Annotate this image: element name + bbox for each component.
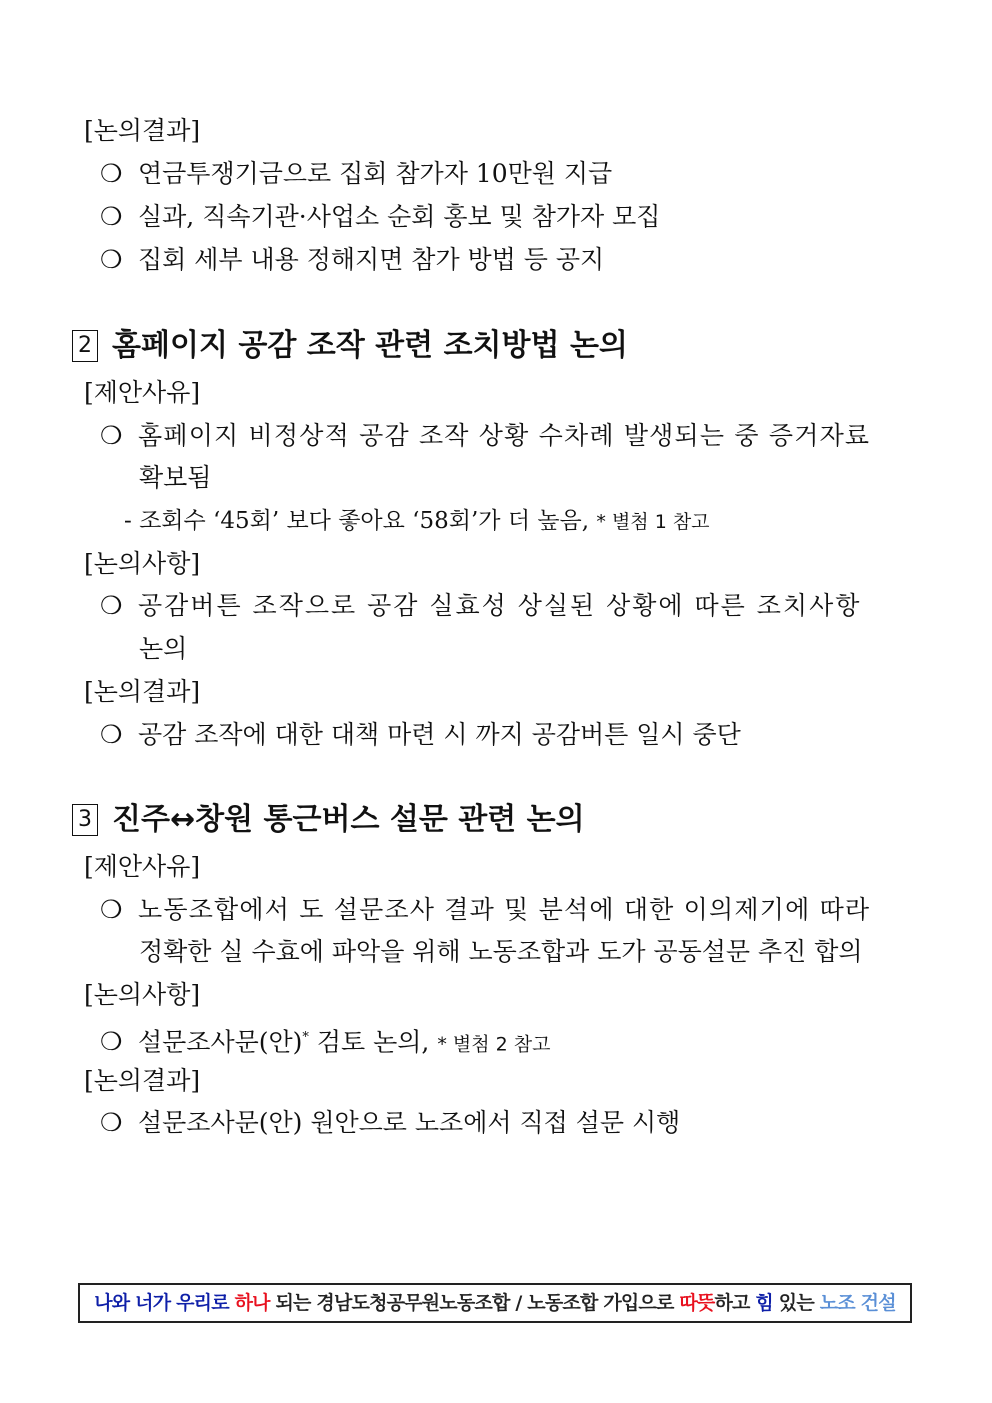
discussion-matter-label: [논의사항]: [84, 980, 201, 1009]
circle-bullet-icon: ❍: [100, 720, 123, 749]
list-item: [100, 200, 992, 234]
circle-bullet-icon: ❍: [100, 895, 123, 924]
section-title: 홈페이지 공감 조작 관련 조치방법 논의: [112, 328, 628, 363]
proposal-reason-label: [제안사유]: [84, 852, 201, 881]
section-number-box: 2: [72, 330, 98, 362]
result-text: 연금투쟁기금으로 집회 참가자 10만원 지급: [138, 159, 613, 188]
reason-text: 노동조합에서 도 설문조사 결과 및 분석에 대한 이의제기에 따라: [138, 895, 871, 924]
result-text: 공감 조작에 대한 대책 마련 시 까지 공감버튼 일시 중단: [138, 720, 741, 749]
result-text: 실과, 직속기관·사업소 순회 홍보 및 참가자 모집: [138, 202, 661, 231]
circle-bullet-icon: ❍: [100, 1027, 123, 1057]
section-heading: [72, 800, 585, 840]
slogan-part: 되는 경남도청공무원노동조합 / 노동조합 가입으로: [269, 1292, 680, 1314]
circle-bullet-icon: ❍: [100, 202, 123, 231]
circle-bullet-icon: ❍: [100, 591, 123, 620]
matter-text: 설문조사문(안): [138, 1027, 303, 1057]
slogan-highlight: 따뜻: [679, 1292, 715, 1314]
section-title: 진주↔창원 통근버스 설문 관련 논의: [112, 802, 585, 837]
reason-sub-text: - 조회수 ‘45회’ 보다 좋아요 ‘58회’가 더 높음,: [124, 508, 590, 534]
reason-text-continued: 정확한 실 수효에 파악을 위해 노동조합과 도가 공동설문 추진 합의: [139, 937, 863, 966]
reason-sub-item: [124, 504, 992, 539]
list-item: [100, 243, 992, 277]
list-item: [100, 1106, 992, 1140]
list-item: [100, 1021, 992, 1061]
list-item: [100, 419, 992, 453]
list-item: [100, 718, 992, 752]
result-text: 집회 세부 내용 정해지면 참가 방법 등 공지: [138, 245, 605, 274]
discussion-result-label: [논의결과]: [84, 1066, 201, 1095]
footnote-mark: *: [302, 1030, 309, 1045]
union-slogan-banner: [78, 1283, 912, 1323]
attachment-note: * 별첨 1 참고: [596, 511, 710, 533]
reason-text-continued: 확보됨: [139, 463, 212, 492]
result-text: 설문조사문(안) 원안으로 노조에서 직접 설문 시행: [138, 1108, 681, 1137]
list-item: [100, 893, 992, 927]
circle-bullet-icon: ❍: [100, 245, 123, 274]
slogan-part: 있는: [772, 1292, 820, 1314]
slogan-highlight: 노조 건설: [819, 1292, 896, 1314]
discussion-result-label: [논의결과]: [84, 677, 201, 706]
reason-text: 홈페이지 비정상적 공감 조작 상황 수차례 발생되는 중 증거자료: [138, 421, 871, 450]
matter-text-continued: 논의: [139, 634, 188, 663]
section-number-box: 3: [72, 804, 98, 836]
slogan-highlight: 하나: [234, 1292, 270, 1314]
discussion-result-label: [논의결과]: [84, 116, 201, 145]
circle-bullet-icon: ❍: [100, 421, 123, 450]
circle-bullet-icon: ❍: [100, 1108, 123, 1137]
slogan-part: 나와 너가 우리로: [94, 1292, 235, 1314]
list-item: [100, 589, 992, 623]
matter-text-rest: 검토 논의,: [308, 1027, 430, 1057]
circle-bullet-icon: ❍: [100, 159, 123, 188]
slogan-highlight: 힘: [755, 1292, 773, 1314]
matter-text: 공감버튼 조작으로 공감 실효성 상실된 상황에 따른 조치사항: [138, 591, 862, 620]
attachment-note: * 별첨 2 참고: [437, 1033, 551, 1056]
discussion-matter-label: [논의사항]: [84, 549, 201, 578]
slogan-part: 하고: [714, 1292, 756, 1314]
list-item: [100, 157, 992, 191]
section-heading: [72, 326, 628, 366]
proposal-reason-label: [제안사유]: [84, 378, 201, 407]
